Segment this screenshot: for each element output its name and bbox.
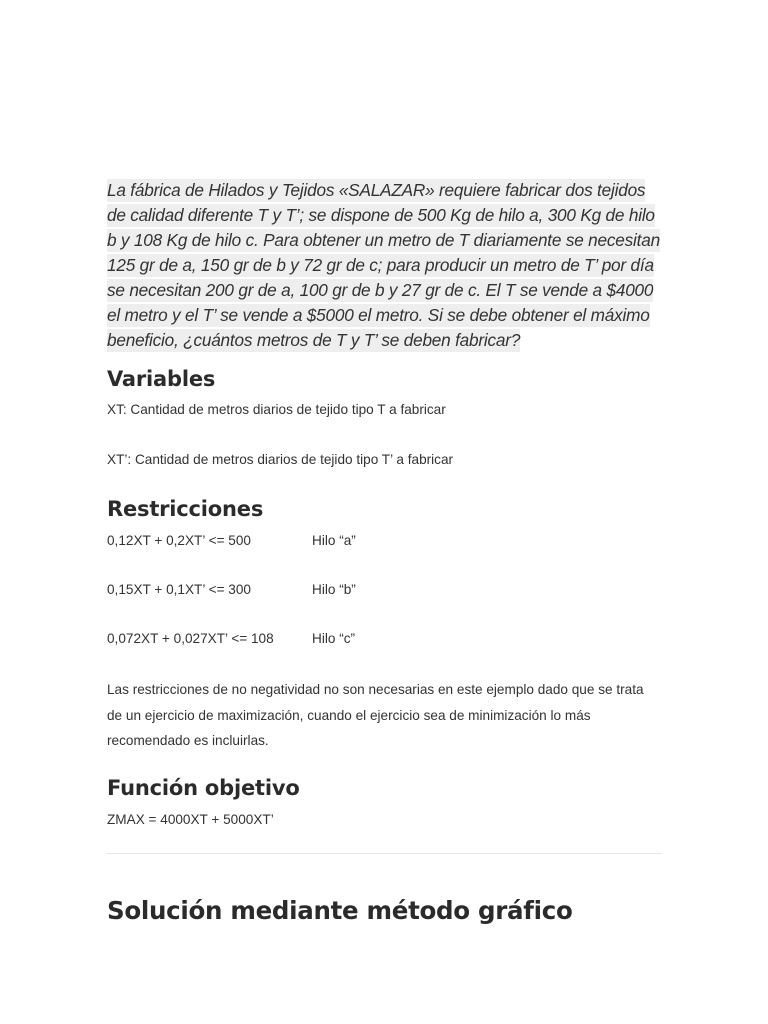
constraint-expression: 0,15XT + 0,1XT’ <= 300: [107, 582, 251, 597]
constraint-expression: 0,12XT + 0,2XT’ <= 500: [107, 533, 251, 548]
constraint-row-a: [107, 531, 662, 551]
problem-statement: [107, 178, 662, 353]
variable-xt: XT: Cantidad de metros diarios de tejido tipo T a fabricar: [107, 402, 446, 417]
solucion-heading: Solución mediante método gráfico: [107, 896, 573, 925]
constraint-label: Hilo “b”: [312, 582, 356, 597]
constraint-row-b: [107, 580, 662, 600]
restricciones-heading: Restricciones: [107, 497, 264, 521]
section-divider: [107, 853, 662, 854]
non-negativity-note: Las restricciones de no negatividad no son necesarias en este ejemplo dado que se trata de un ejercicio de maximización, cuando el ejercicio sea de minimización lo más recomendado es incluirlas.: [107, 682, 644, 748]
constraint-label: Hilo “a”: [312, 533, 356, 548]
variables-heading: Variables: [107, 367, 216, 391]
funcion-objetivo-heading: Función objetivo: [107, 776, 300, 800]
objective-formula: ZMAX = 4000XT + 5000XT’: [107, 812, 274, 827]
problem-statement-text: La fábrica de Hilados y Tejidos «SALAZAR» requiere fabricar dos tejidos de calidad diferente T y T’; se dispone de 500 Kg de hilo a, 300 Kg de hilo b y 108 Kg de hilo c. Para obtener un metro de T diariamente se necesitan 125 gr de a, 150 gr de b y 72 gr de c; para producir un metro de T’ por día se necesitan 200 gr de a, 100 gr de b y 27 gr de c. El T se vende a $4000 el metro y el T’ se vende a $5000 el metro. Si se debe obtener el máximo beneficio, ¿cuántos metros de T y T’ se deben fabricar?: [107, 180, 660, 350]
variable-xt-prime: XT’: Cantidad de metros diarios de tejido tipo T’ a fabricar: [107, 452, 454, 467]
constraint-label: Hilo “c”: [312, 631, 356, 646]
constraint-expression: 0,072XT + 0,027XT’ <= 108: [107, 631, 274, 646]
constraint-row-c: [107, 629, 662, 649]
